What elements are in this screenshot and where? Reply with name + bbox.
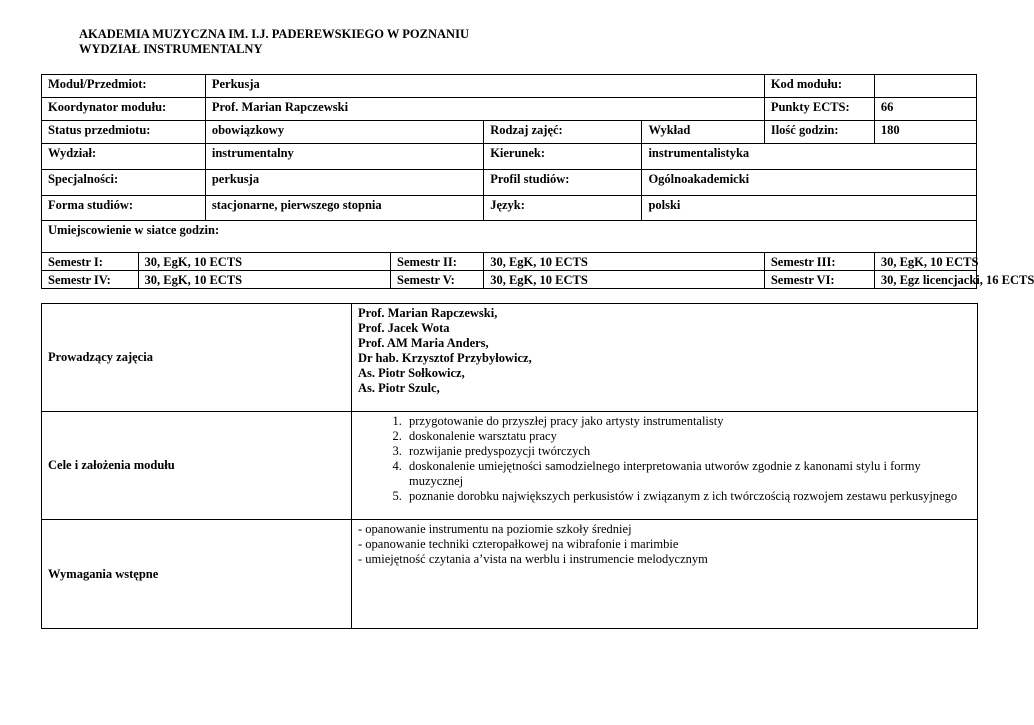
prowadzacy-list: [352, 304, 978, 412]
goal-item: 4. doskonalenie umiejętności samodzielnego interpretowania utworów zgodnie z kanonami stylu i formy muzycznej: [405, 459, 977, 489]
profil-label: Profil studiów:: [484, 170, 642, 196]
semestr-value: 30, EgK, 10 ECTS: [138, 253, 391, 271]
status-value: obowiązkowy: [205, 121, 483, 144]
goal-item: 2. doskonalenie warsztatu pracy: [405, 429, 977, 444]
wydzial-value: instrumentalny: [205, 144, 483, 170]
goal-item: 5. poznanie dorobku największych perkusistów i związanym z ich twórczością rozwojem zestawu perkusyjnego: [405, 489, 977, 504]
faculty-name: WYDZIAŁ INSTRUMENTALNY: [79, 42, 263, 56]
semestr-label: Semestr VI:: [764, 271, 874, 289]
wymagania-label: Wymagania wstępne: [42, 520, 352, 629]
semestr-label: Semestr IV:: [42, 271, 139, 289]
kod-label: Kod modułu:: [764, 75, 874, 98]
forma-value: stacjonarne, pierwszego stopnia: [205, 196, 483, 221]
forma-label: Forma studiów:: [42, 196, 206, 221]
cele-label: Cele i założenia modułu: [42, 412, 352, 520]
instructor: Prof. Jacek Wota: [358, 321, 450, 335]
instructor: Dr hab. Krzysztof Przybyłowicz,: [358, 351, 532, 365]
status-label: Status przedmiotu:: [42, 121, 206, 144]
instructor: As. Piotr Szulc,: [358, 381, 440, 395]
semestr-label: Semestr I:: [42, 253, 139, 271]
koordynator-value: Prof. Marian Rapczewski: [205, 98, 764, 121]
requirement-item: - opanowanie techniki czteropałkowej na wibrafonie i marimbie: [358, 537, 679, 551]
instructor: As. Piotr Sołkowicz,: [358, 366, 465, 380]
jezyk-label: Język:: [484, 196, 642, 221]
cele-list: [352, 412, 978, 520]
wydzial-label: Wydział:: [42, 144, 206, 170]
institution-name: AKADEMIA MUZYCZNA IM. I.J. PADEREWSKIEGO W POZNANIU: [79, 27, 469, 41]
rodzaj-label: Rodzaj zajęć:: [484, 121, 642, 144]
ects-value: 66: [874, 98, 976, 121]
godzin-label: Ilość godzin:: [764, 121, 874, 144]
instructor: Prof. Marian Rapczewski,: [358, 306, 498, 320]
kierunek-label: Kierunek:: [484, 144, 642, 170]
koordynator-label: Koordynator modułu:: [42, 98, 206, 121]
semestr-value: 30, EgK, 10 ECTS: [484, 253, 765, 271]
semestr-label: Semestr III:: [764, 253, 874, 271]
modul-label: Moduł/Przedmiot:: [42, 75, 206, 98]
module-info-table: [41, 74, 1034, 289]
modul-value: Perkusja: [205, 75, 764, 98]
semestr-value: 30, Egz licencjacki, 16 ECTS: [874, 271, 976, 289]
semestr-value: 30, EgK, 10 ECTS: [874, 253, 976, 271]
jezyk-value: polski: [642, 196, 977, 221]
wymagania-list: [352, 520, 978, 629]
ects-label: Punkty ECTS:: [764, 98, 874, 121]
godzin-value: 180: [874, 121, 976, 144]
kierunek-value: instrumentalistyka: [642, 144, 977, 170]
requirement-item: - umiejętność czytania a’vista na werblu i instrumencie melodycznym: [358, 552, 708, 566]
semestr-value: 30, EgK, 10 ECTS: [484, 271, 765, 289]
semestr-value: 30, EgK, 10 ECTS: [138, 271, 391, 289]
prowadzacy-label: Prowadzący zajęcia: [42, 304, 352, 412]
semestr-label: Semestr II:: [391, 253, 484, 271]
instructor: Prof. AM Maria Anders,: [358, 336, 489, 350]
goal-item: 1. przygotowanie do przyszłej pracy jako artysty instrumentalisty: [405, 414, 977, 429]
umiejscowienie-label: Umiejscowienie w siatce godzin:: [42, 221, 977, 253]
module-details-table: [41, 303, 978, 629]
specjalnosci-value: perkusja: [205, 170, 483, 196]
requirement-item: - opanowanie instrumentu na poziomie szkoły średniej: [358, 522, 632, 536]
profil-value: Ogólnoakademicki: [642, 170, 977, 196]
document-header: [79, 27, 469, 57]
kod-value: [874, 75, 976, 98]
semestr-label: Semestr V:: [391, 271, 484, 289]
rodzaj-value: Wykład: [642, 121, 764, 144]
specjalnosci-label: Specjalności:: [42, 170, 206, 196]
goal-item: 3. rozwijanie predyspozycji twórczych: [405, 444, 977, 459]
